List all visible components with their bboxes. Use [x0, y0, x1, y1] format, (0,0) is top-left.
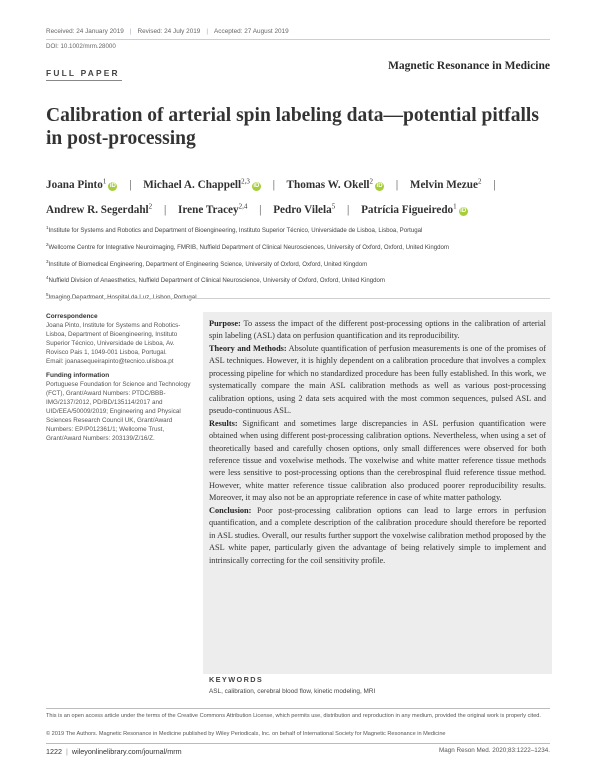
- paper-title: Calibration of arterial spin labeling data—potential pitfalls in post-processing: [46, 105, 539, 149]
- author[interactable]: [178, 204, 247, 216]
- author-affiliation-number: 2: [369, 177, 374, 185]
- orcid-icon[interactable]: iD: [460, 208, 467, 215]
- purpose-text: To assess the impact of the different post-processing options in the calibration of arterial spin labeling (ASL) data on perfusion quantification and its reproducibility.: [209, 319, 546, 341]
- footer-divider: [46, 708, 550, 709]
- results-label: Results:: [209, 418, 238, 428]
- abstract: [209, 318, 546, 567]
- affiliation-divider: [46, 298, 550, 299]
- affiliation-item: [46, 238, 556, 255]
- bottom-divider: [46, 743, 550, 744]
- author-name: Andrew R. Segerdahl: [46, 204, 149, 217]
- author-separator: |: [347, 204, 350, 217]
- affiliation-text: Wellcome Centre for Integrative Neuroimaging, FMRIB, Nuffield Department of Clinical Neurosciences, University of Oxford, Oxford, United Kingdom: [48, 243, 449, 251]
- date-separator: |: [129, 28, 132, 35]
- author-separator: |: [259, 204, 262, 217]
- correspondence-text: Joana Pinto, Institute for Systems and Robotics-Lisboa, Department of Bioengineering, Instituto Superior Técnico, Universidade de Lisboa, Av. Rovisco Pais 1, 1049-001 Lisboa, Portugal.: [46, 321, 181, 356]
- affiliation-text: Nuffield Division of Anaesthetics, Nuffield Department of Clinical Neuroscience, University of Oxford, Oxford, United Kingdom: [48, 277, 385, 285]
- author-affiliation-number: 5: [331, 202, 336, 211]
- affiliation-number: 5: [46, 292, 49, 298]
- author-separator: |: [395, 178, 399, 191]
- revised-date: Revised: 24 July 2019: [137, 28, 201, 35]
- received-date: Received: 24 January 2019: [46, 28, 124, 35]
- article-type: FULL PAPER: [46, 68, 120, 78]
- author-name: Melvin Mezue: [409, 178, 478, 191]
- conclusion-text: Poor post-processing calibration options can lead to large errors in perfusion quantification, and a complete description of the calibration procedure should therefore be reported in ASL studies. Overall, our results further support the voxelwise calibration method proposed by the ASL white paper, particularly given the advantage of being relatively simple to implement and intrinsically correcting for the coil sensitivity profile.: [209, 505, 546, 565]
- author-separator: |: [272, 178, 275, 191]
- author-list: [46, 170, 551, 221]
- author[interactable]: [361, 204, 468, 216]
- orcid-icon[interactable]: iD: [376, 182, 383, 189]
- keywords-text: ASL, calibration, cerebral blood flow, kinetic modeling, MRI: [209, 688, 376, 695]
- author-name: Thomas W. Okell: [286, 178, 370, 191]
- keywords-heading: KEYWORDS: [209, 675, 264, 684]
- author-affiliation-number: 1: [453, 202, 457, 211]
- affiliation-item: [46, 271, 556, 288]
- affiliation-number: 3: [46, 258, 49, 264]
- author[interactable]: [273, 204, 335, 216]
- author-separator: |: [493, 178, 496, 191]
- journal-name: Magnetic Resonance in Medicine: [388, 60, 550, 72]
- page-footer-left: [46, 747, 182, 756]
- affiliation-item: [46, 221, 556, 238]
- author[interactable]: [143, 179, 261, 191]
- author-name: Joana Pinto: [46, 178, 103, 191]
- author-affiliation-number: 2: [477, 177, 482, 185]
- affiliations: [46, 221, 556, 305]
- results-text: Significant and sometimes large discrepancies in ASL perfusion quantification were obtained when using different post-processing calibration options. Nevertheless, when using a set of theoretically based and carefully chosen options, only small differences were observed for both reference tissue and voxelwise methods. The voxelwise and white matter reference tissue methods were less sensitive to post-processing options than the cerebrospinal fluid reference tissue method. However, white matter reference tissue calibration also produced poorer reproducibility results. Moreover, it may also not be an appropriate reference in case of white matter pathology.: [209, 418, 546, 503]
- article-type-underline: [46, 80, 122, 81]
- correspondence-heading: Correspondence: [46, 313, 98, 320]
- author-separator: |: [129, 178, 132, 191]
- author[interactable]: [46, 179, 117, 191]
- footer-separator: |: [66, 747, 68, 756]
- affiliation-number: 1: [46, 225, 49, 230]
- page-number: 1222: [46, 747, 62, 756]
- conclusion-label: Conclusion:: [209, 505, 252, 515]
- methods-label: Theory and Methods:: [209, 343, 287, 353]
- author-affiliation-number: 1: [102, 177, 107, 185]
- citation: Magn Reson Med. 2020;83:1222–1234.: [439, 747, 550, 754]
- affiliation-item: [46, 255, 556, 272]
- author[interactable]: [410, 179, 482, 191]
- author-separator: |: [163, 204, 167, 217]
- methods-text: Absolute quantification of perfusion measurements is one of the promises of ASL techniques. However, it is highly dependent on a calibration procedure that involves a complex processing pipeline for which no standardized procedure has been fully established. In this work, we systematically compare the main ASL calibration methods as well as various post-processing calibration options, using 2 data sets acquired with the most common sequences, pulsed ASL and pseudo-continuous ASL.: [209, 343, 546, 416]
- orcid-icon[interactable]: iD: [253, 182, 260, 189]
- affiliation-number: 4: [46, 275, 49, 281]
- purpose-label: Purpose:: [209, 319, 241, 328]
- header-divider: [46, 39, 550, 40]
- author[interactable]: [287, 179, 385, 191]
- author-affiliation-number: 2: [148, 202, 153, 211]
- accepted-date: Accepted: 27 August 2019: [214, 28, 289, 35]
- license-text: This is an open access article under the terms of the Creative Commons Attribution License, which permits use, distribution and reproduction in any medium, provided the original work is properly cited.: [46, 713, 541, 719]
- correspondence-email[interactable]: Email: joanasequeirapinto@tecnico.ulisboa.pt: [46, 357, 174, 365]
- author-affiliation-number: 2,4: [238, 202, 248, 211]
- affiliation-text: Institute for Systems and Robotics and Department of Bioengineering, Instituto Superior Técnico, Universidade de Lisboa, Lisboa, Portugal: [48, 227, 423, 235]
- sidebar-info: [46, 313, 196, 450]
- author-name: Irene Tracey: [178, 204, 239, 217]
- copyright-text: © 2019 The Authors. Magnetic Resonance in Medicine published by Wiley Periodicals, Inc. on behalf of International Society for Magnetic Resonance in Medicine: [46, 731, 446, 737]
- funding-text: Portuguese Foundation for Science and Technology (FCT), Grant/Award Numbers: PTDC/BBB-IMG/2137/2012, PD/BD/135114/2017 and UID/EEA/50009/2019; Engineering and Physical Sciences Research Council UK, Grant/Award Numbers: EP/P012361/1; Wellcome Trust, Grant/Award Numbers: 203139/Z/16/Z.: [46, 381, 191, 442]
- author-name: Patrícia Figueiredo: [361, 204, 454, 217]
- author-name: Michael A. Chappell: [143, 178, 242, 191]
- date-separator: |: [206, 28, 209, 35]
- article-dates: [46, 28, 289, 35]
- author-name: Pedro Vilela: [273, 204, 332, 217]
- affiliation-item: [46, 288, 556, 305]
- journal-website[interactable]: wileyonlinelibrary.com/journal/mrm: [71, 747, 182, 756]
- affiliation-text: Institute of Biomedical Engineering, Department of Engineering Science, University of Oxford, Oxford, United Kingdom: [48, 260, 368, 268]
- doi[interactable]: DOI: 10.1002/mrm.28000: [46, 43, 116, 50]
- author[interactable]: [46, 204, 152, 216]
- orcid-icon[interactable]: iD: [109, 182, 116, 189]
- funding-heading: Funding information: [46, 372, 110, 380]
- author-affiliation-number: 2,3: [241, 177, 250, 185]
- affiliation-number: 2: [46, 241, 49, 247]
